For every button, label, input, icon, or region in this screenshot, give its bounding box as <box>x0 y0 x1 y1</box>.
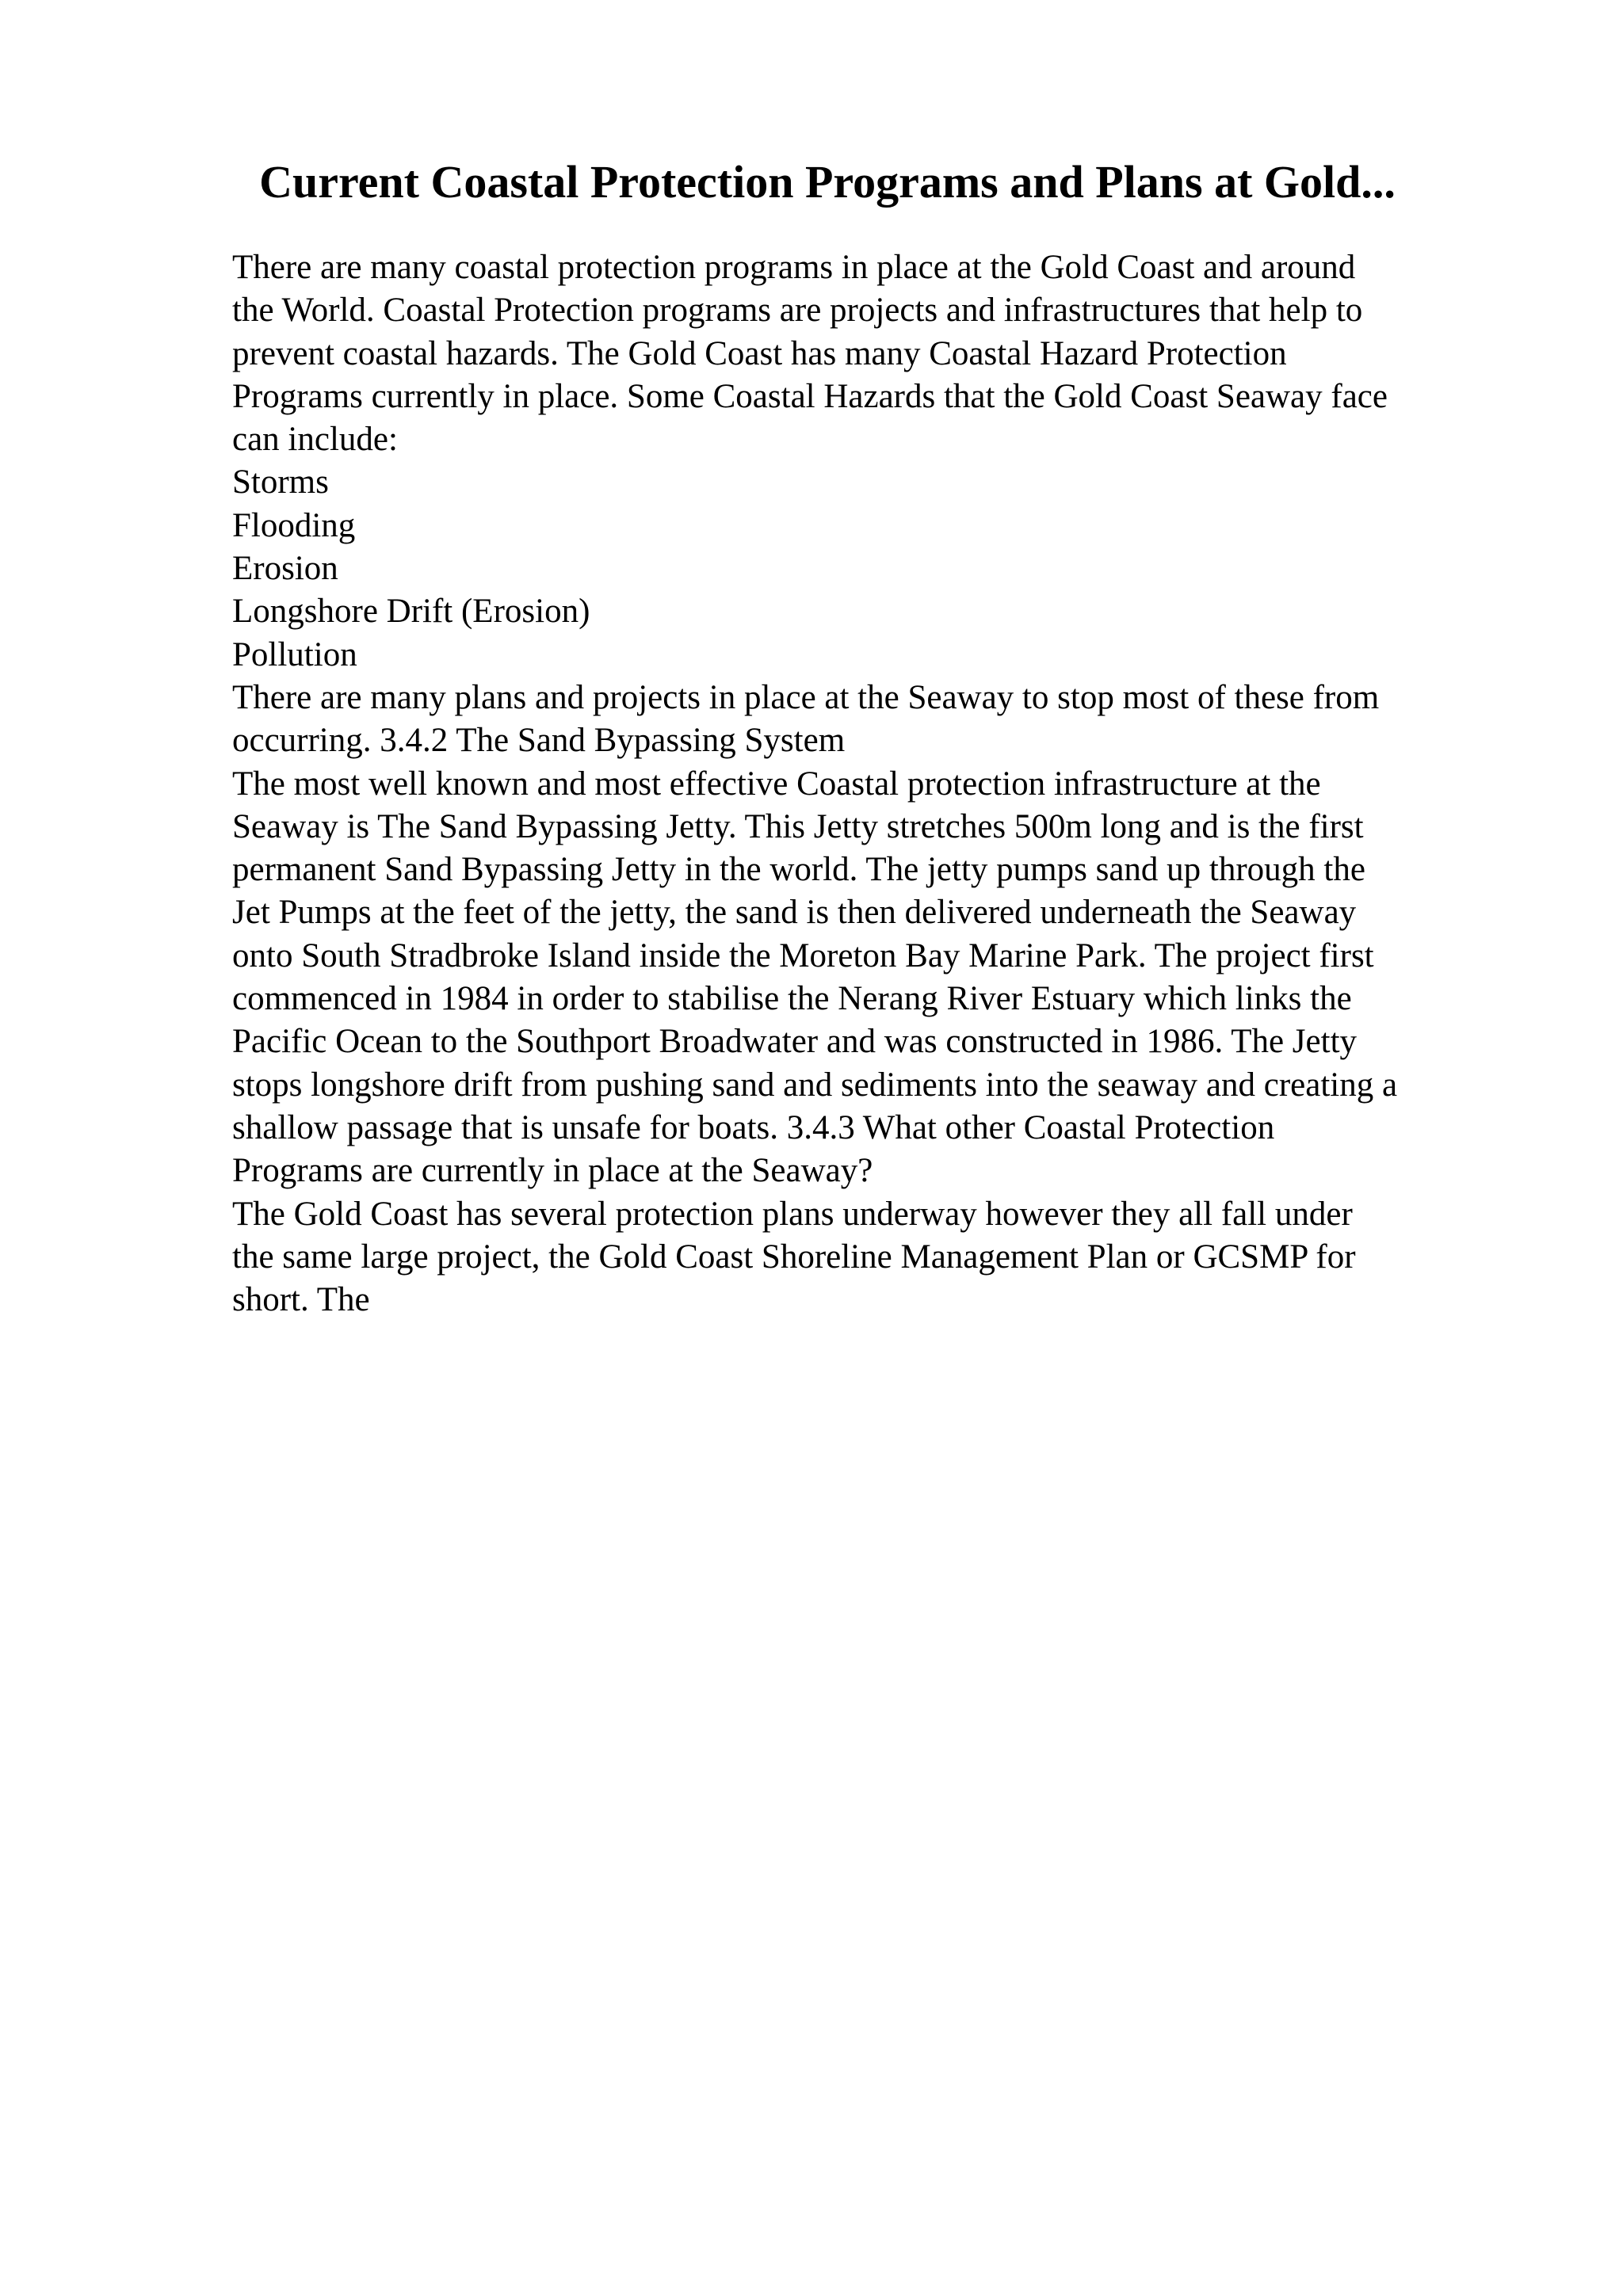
hazard-list-item: Longshore Drift (Erosion) <box>232 593 590 631</box>
body-line: stops longshore drift from pushing sand and sediments into the seaway and creating a <box>232 1066 1398 1104</box>
body-line: The most well known and most effective Coastal protection infrastructure at the <box>232 765 1321 803</box>
body-line: the World. Coastal Protection programs are projects and infrastructures that help to <box>232 292 1363 330</box>
body-line: commenced in 1984 in order to stabilise the Nerang River Estuary which links the <box>232 980 1352 1018</box>
hazard-list-item: Erosion <box>232 550 338 588</box>
document-body <box>232 246 1516 1322</box>
hazard-list-item: Pollution <box>232 635 357 673</box>
hazard-list-item: Flooding <box>232 506 356 544</box>
body-line: can include: <box>232 421 398 459</box>
body-line: the same large project, the Gold Coast Shoreline Management Plan or GCSMP for <box>232 1238 1356 1276</box>
body-line: occurring. 3.4.2 The Sand Bypassing System <box>232 722 846 760</box>
body-line: prevent coastal hazards. The Gold Coast has many Coastal Hazard Protection <box>232 334 1287 372</box>
body-line: short. The <box>232 1281 370 1319</box>
body-line: shallow passage that is unsafe for boats. 3.4.3 What other Coastal Protection <box>232 1108 1275 1146</box>
body-line: There are many plans and projects in place at the Seaway to stop most of these from <box>232 678 1380 716</box>
body-line: There are many coastal protection programs in place at the Gold Coast and around <box>232 249 1356 286</box>
hazard-list-item: Storms <box>232 463 329 502</box>
page-title: Current Coastal Protection Programs and Plans at Gold... <box>259 156 1396 208</box>
body-line: permanent Sand Bypassing Jetty in the world. The jetty pumps sand up through the <box>232 851 1365 889</box>
body-line: Programs currently in place. Some Coastal Hazards that the Gold Coast Seaway face <box>232 377 1388 415</box>
body-line: onto South Stradbroke Island inside the Moreton Bay Marine Park. The project first <box>232 936 1374 974</box>
body-line: Jet Pumps at the feet of the jetty, the sand is then delivered underneath the Seaway <box>232 894 1357 932</box>
body-line: Programs are currently in place at the Seaway? <box>232 1152 873 1190</box>
body-line: The Gold Coast has several protection plans underway however they all fall under <box>232 1195 1353 1233</box>
body-line: Pacific Ocean to the Southport Broadwater and was constructed in 1986. The Jetty <box>232 1023 1358 1061</box>
body-line: Seaway is The Sand Bypassing Jetty. This Jetty stretches 500m long and is the first <box>232 807 1364 845</box>
